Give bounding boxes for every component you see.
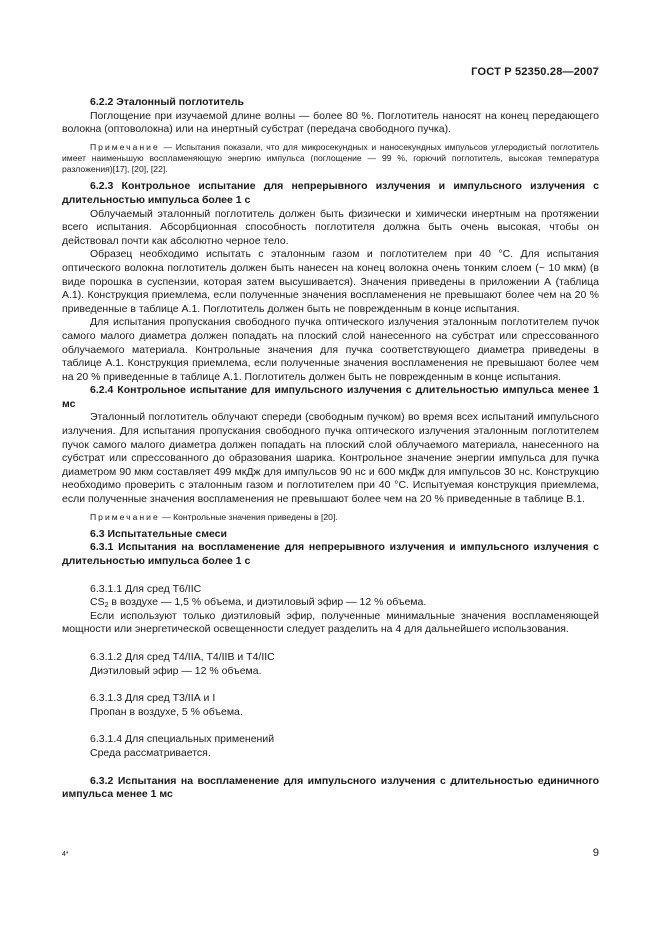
paragraph: Пропан в воздухе, 5 % объема.: [90, 705, 243, 718]
note-label: Примечание: [90, 511, 160, 522]
note: [62, 142, 599, 176]
formula-text: в воздухе — 1,5 % объема, и диэтиловый эфир — 12 % объема.: [108, 596, 427, 609]
paragraph: Образец необходимо испытать с эталонным газом и поглотителем при 40 °С. Для испытания оптического волокна поглотитель должен быть нанесен на конец волокна очень тонким слоем (~ 10 мкм) (в виде порошка в суспензии, которая затем высушивается). Значения приведены в приложении А (таблица А.1). Конструкция приемлема, если полученные значения воспламенения не превышают более чем на 20 % приведенные в таблице А.1. Поглотитель должен быть не поврежденным в конце испытания.: [62, 248, 599, 315]
item-title-6313: 6.3.1.3 Для сред Т3/IIА и I: [90, 692, 216, 705]
section-title-631: 6.3.1 Испытания на воспламенение для непрерывного излучения и импульсного излучения с длительностью импульса более 1 с: [62, 541, 599, 568]
print-mark: 4*: [62, 851, 69, 858]
section-title-632: 6.3.2 Испытания на воспламенение для импульсного излучения с длительностью единичного импульса менее 1 мс: [62, 774, 599, 801]
paragraph: Среда рассматривается.: [90, 746, 211, 759]
paragraph: Облучаемый эталонный поглотитель должен быть физически и химически инертным на протяжении всего испытания. Абсорбционная способность поглотителя должна быть очень высокая, чтобы он действовал почти как абсолютно черное тело.: [62, 207, 599, 247]
note-text: — Контрольные значения приведены в [20].: [159, 511, 338, 522]
formula-cs: CS: [90, 596, 105, 609]
standard-header: ГОСТ Р 52350.28—2007: [471, 66, 599, 78]
section-title-624: 6.2.4 Контрольное испытание для импульсного излучения с длительностью импульса менее 1 мс: [62, 384, 599, 410]
page-number: 9: [592, 847, 599, 859]
item-title-6311: 6.3.1.1 Для сред Т6/IIС: [90, 582, 202, 595]
note: [62, 512, 599, 523]
section-title-622: 6.2.2 Эталонный поглотитель: [90, 96, 244, 108]
paragraph: Эталонный поглотитель облучают спереди (свободным пучком) во время всех испытаний импульсного излучения. Для испытания пропускания свободного пучка оптического излучения эталонным поглотителем пучок самого малого диаметра должен попадать на плоский слой облучаемого материала, нанесенного на субстрат или спрессованного до образования шарика. Контрольное значение энергии импульса для пучка диаметром 90 мкм составляет 499 мкДж для импульсов 90 нс и 600 мкДж для импульсов 30 нс. Конструкцию необходимо проверить с эталонным газом и поглотителем при 40 °С. Испытуемая конструкция приемлема, если полученные значения воспламенения не превышают более чем на 20 % приведенные в таблице В.1.: [62, 411, 599, 506]
note-text: — Испытания показали, что для микросекундных и наносекундных импульсов углеродистый поглотитель имеет наименьшую воспламеняющую энергию импульса (поглощение — 99 %, горючий поглотитель, высокая температура разложения)[17], [20], [22].: [62, 141, 599, 175]
section-title-623: 6.2.3 Контрольное испытание для непрерывного излучения и импульсного излучения с длительностью импульса более 1 с: [62, 180, 599, 206]
paragraph: [62, 596, 599, 610]
paragraph: Поглощение при изучаемой длине волны — более 80 %. Поглотитель наносят на конец передающего волокна (оптоволокна) или на инертный субстрат (передача свободного пучка).: [62, 109, 599, 136]
item-title-6312: 6.3.1.2 Для сред Т4/IIА, Т4/IIВ и Т4/IIС: [90, 651, 275, 663]
section-title-63: 6.3 Испытательные смеси: [90, 527, 227, 540]
formula-subscript: 2: [104, 602, 109, 610]
paragraph: Если используют только диэтиловый эфир, полученные минимальные значения воспламеняющей мощности или энергетической освещенности следует разделить на 4 для дальнейшего использования.: [62, 609, 599, 636]
paragraph: Для испытания пропускания свободного пучка оптического излучения эталонным поглотителем пучок самого малого диаметра должен попадать на плоский слой нанесенного на субстрат или спрессованного облучаемого материала. Контрольные значения для пучка соответствующего диаметра приведены в таблице А.1. Конструкция приемлема, если полученные значения воспламенения не превышают более чем на 20 % приведенные в таблице А.1. Поглотитель должен быть не поврежденным в конце испытания.: [62, 316, 599, 383]
note-label: Примечание: [90, 141, 160, 152]
item-title-6314: 6.3.1.4 Для специальных применений: [90, 733, 275, 746]
paragraph: Диэтиловый эфир — 12 % объема.: [90, 664, 262, 677]
page-content: [62, 96, 599, 802]
